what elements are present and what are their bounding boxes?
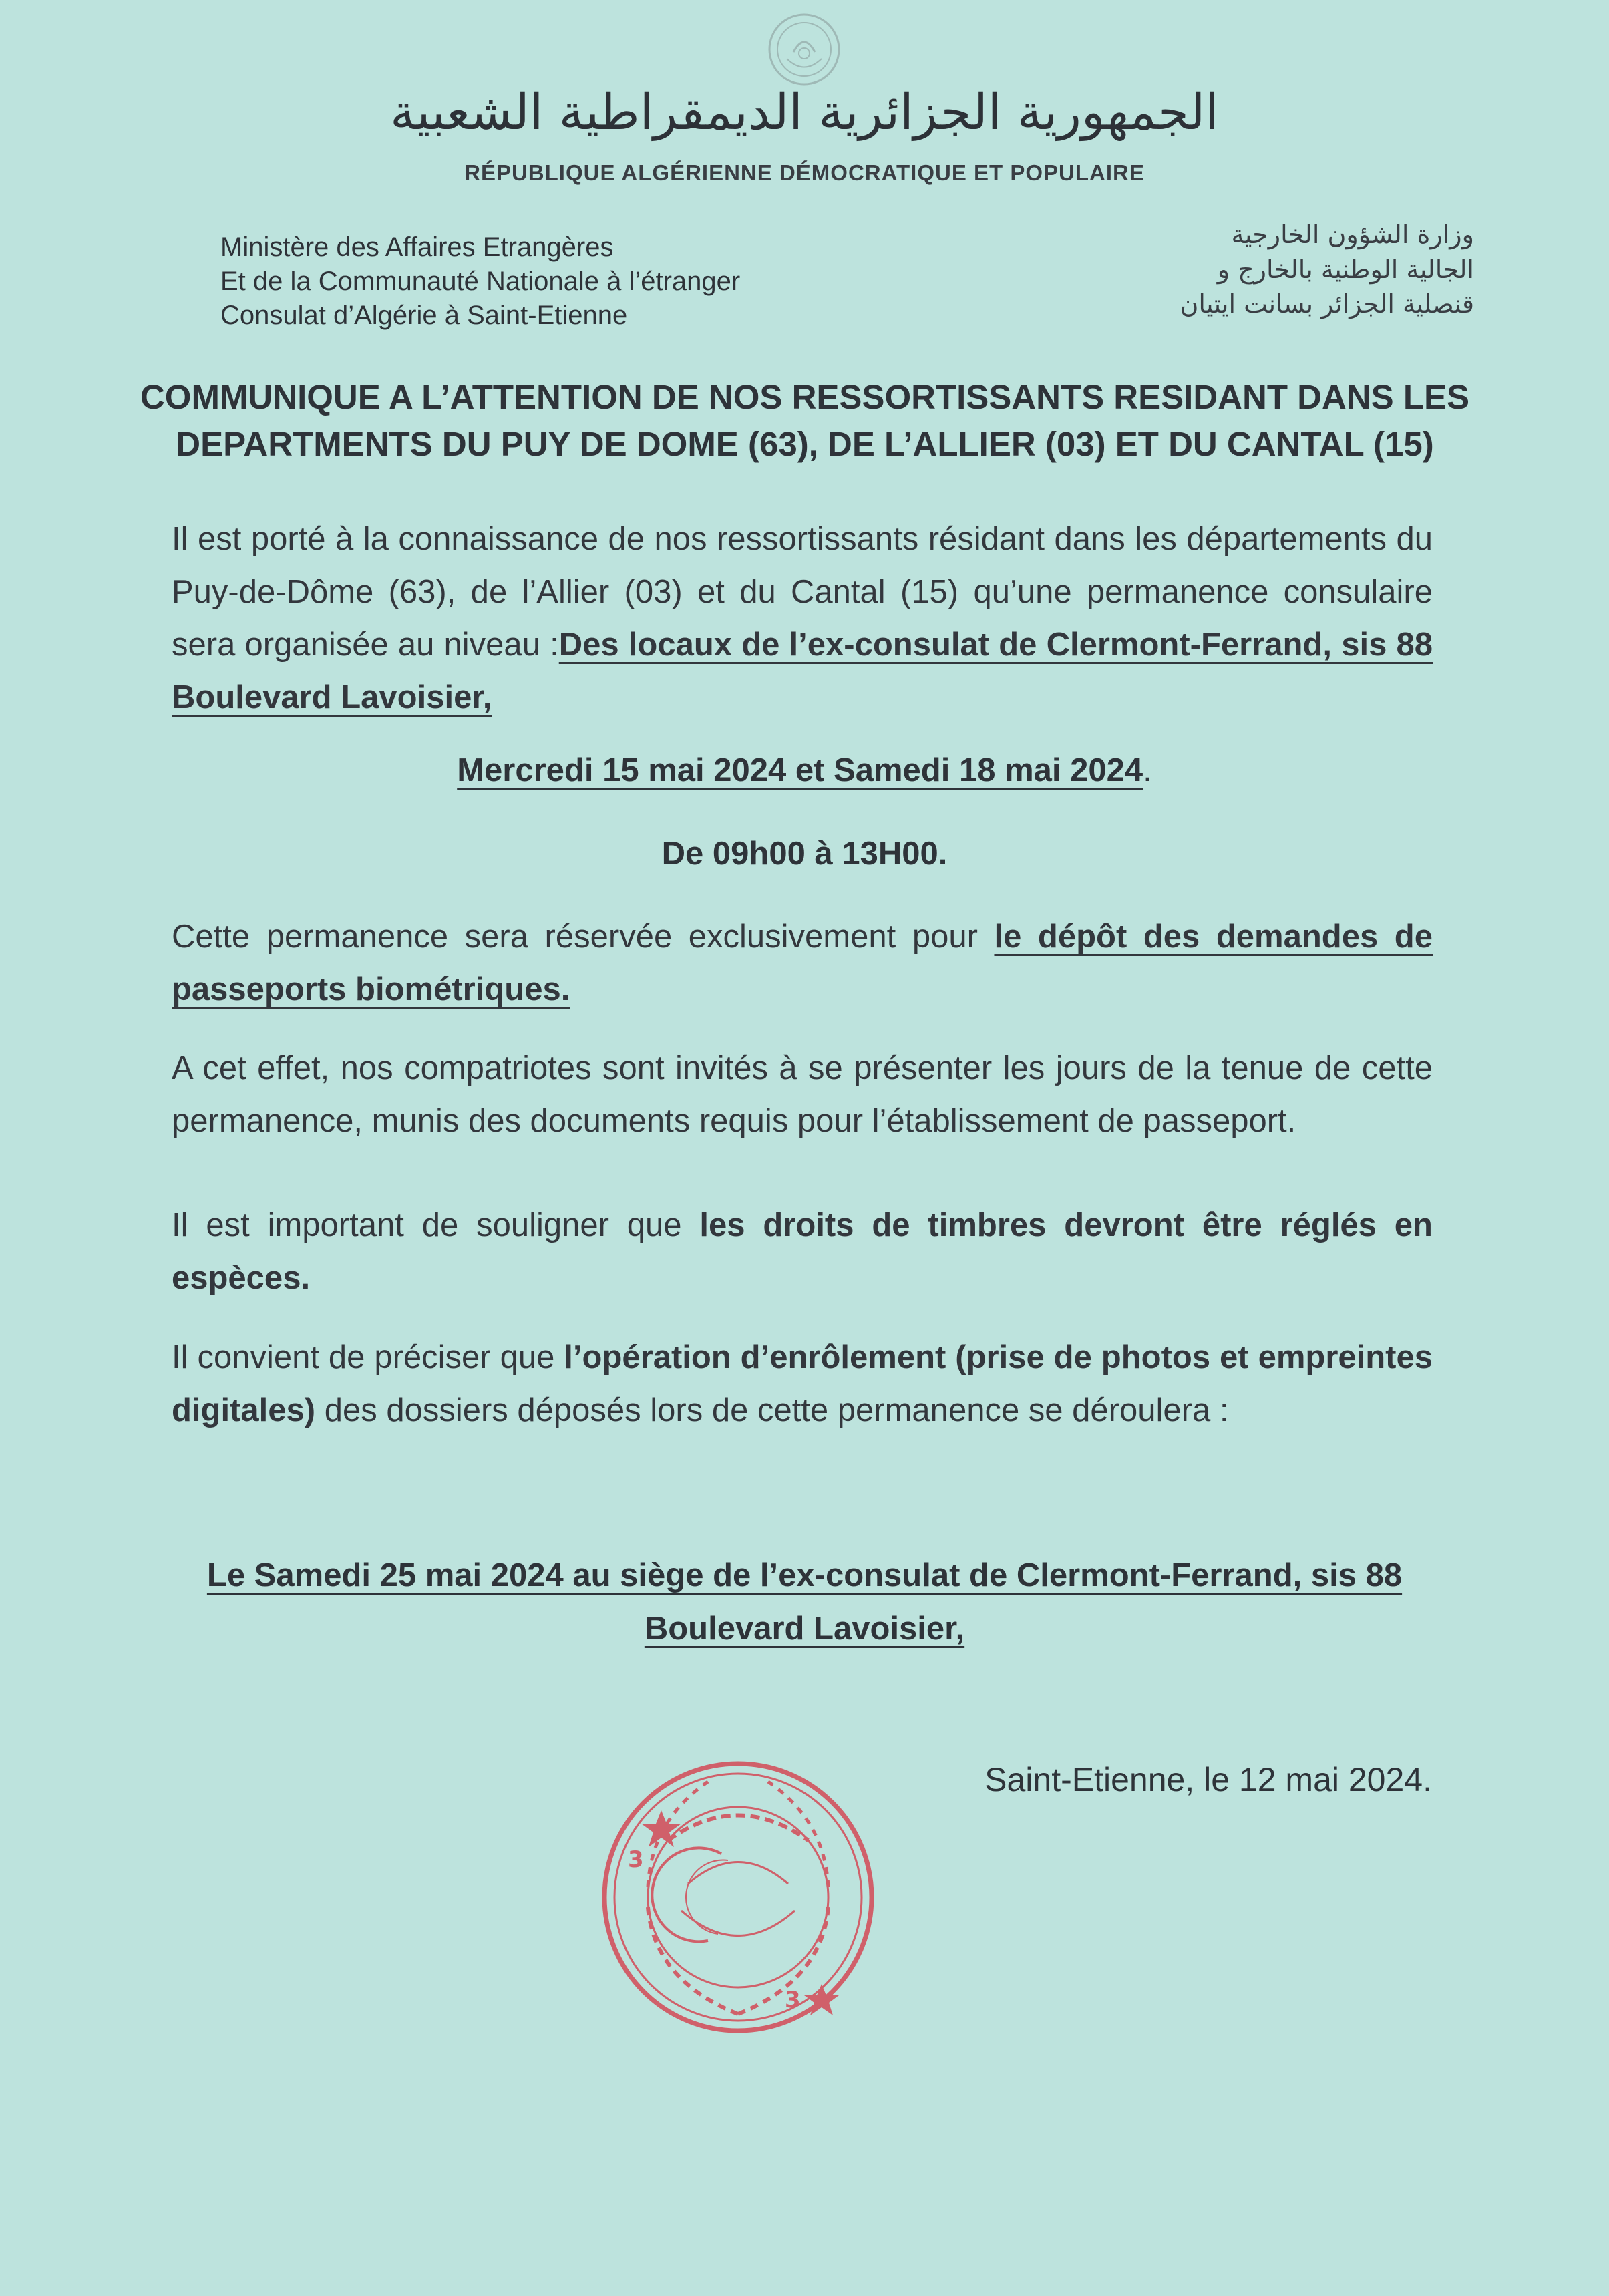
ministry-line-ar: الجالية الوطنية بالخارج و <box>1217 255 1474 284</box>
ministry-line: Ministère des Affaires Etrangères <box>220 232 614 262</box>
paragraph-text: Il est important de souligner que <box>172 1207 700 1243</box>
ministry-block-fr <box>220 230 740 333</box>
communique-heading <box>120 374 1489 468</box>
ministry-line-ar: قنصلية الجزائر بسانت ايتيان <box>1180 289 1474 319</box>
seal-number-left: 3 <box>628 1846 644 1873</box>
paragraph-announcement <box>172 513 1433 724</box>
paragraph-text: Il est porté à la connaissance de nos ressortissants résidant dans les départements du Puy-de-Dôme (63), de l’Allier (03) et du Cantal (15) qu’une permanence consulaire sera organisée au niveau : <box>172 521 1433 663</box>
enrolment-location <box>0 1548 1609 1655</box>
location-underlined: Des locaux de l’ex-consulat de Clermont-Ferrand, sis 88 Boulevard Lavoisier, <box>172 627 1433 715</box>
enrolment-line: Boulevard Lavoisier, <box>644 1611 965 1647</box>
heading-line: COMMUNIQUE A L’ATTENTION DE NOS RESSORTISSANTS RESIDANT DANS LES <box>140 378 1470 416</box>
place-and-date: Saint-Etienne, le 12 mai 2024. <box>985 1761 1432 1798</box>
ministry-line: Consulat d’Algérie à Saint-Etienne <box>220 301 628 330</box>
purpose-underlined: le dépôt des demandes de passeports biométriques. <box>172 919 1433 1007</box>
paragraph-text: des dossiers déposés lors de cette permanence se déroulera : <box>315 1392 1229 1428</box>
paragraph-text: Cette permanence sera réservée exclusivement pour <box>172 919 995 955</box>
paragraph-fees <box>172 1199 1433 1305</box>
consulate-seal-icon <box>588 1740 888 2054</box>
paragraph-text: Il convient de préciser que <box>172 1339 564 1375</box>
hours-line: De 09h00 à 13H00. <box>661 836 948 872</box>
dates-suffix: . <box>1143 752 1152 788</box>
dates-underlined: Mercredi 15 mai 2024 et Samedi 18 mai 2024 <box>457 752 1143 788</box>
fees-bold: les droits de timbres devront être réglés en espèces. <box>172 1207 1433 1296</box>
paragraph-enrolment <box>172 1331 1433 1437</box>
paragraph-documents: A cet effet, nos compatriotes sont invités à se présenter les jours de la tenue de cette permanence, munis des documents requis pour l’établissement de passeport. <box>172 1050 1433 1139</box>
seal-number-bottom: 3 <box>785 1987 801 2013</box>
arabic-republic-title: الجمهورية الجزائرية الديمقراطية الشعبية <box>390 84 1219 141</box>
ministry-block-ar <box>1180 217 1474 321</box>
enrolment-line: Le Samedi 25 mai 2024 au siège de l’ex-consulat de Clermont-Ferrand, sis 88 <box>206 1557 1403 1593</box>
dates-line <box>0 752 1609 789</box>
french-republic-title: RÉPUBLIQUE ALGÉRIENNE DÉMOCRATIQUE ET POPULAIRE <box>464 160 1145 185</box>
ministry-line: Et de la Communauté Nationale à l’étranger <box>220 267 741 296</box>
republic-emblem-icon <box>767 12 842 87</box>
enrolment-bold: l’opération d’enrôlement (prise de photos et empreintes digitales) <box>172 1339 1433 1428</box>
ministry-line-ar: وزارة الشؤون الخارجية <box>1231 220 1474 249</box>
heading-line: DEPARTMENTS DU PUY DE DOME (63), DE L’ALLIER (03) ET DU CANTAL (15) <box>176 425 1434 463</box>
paragraph-purpose <box>172 911 1433 1016</box>
